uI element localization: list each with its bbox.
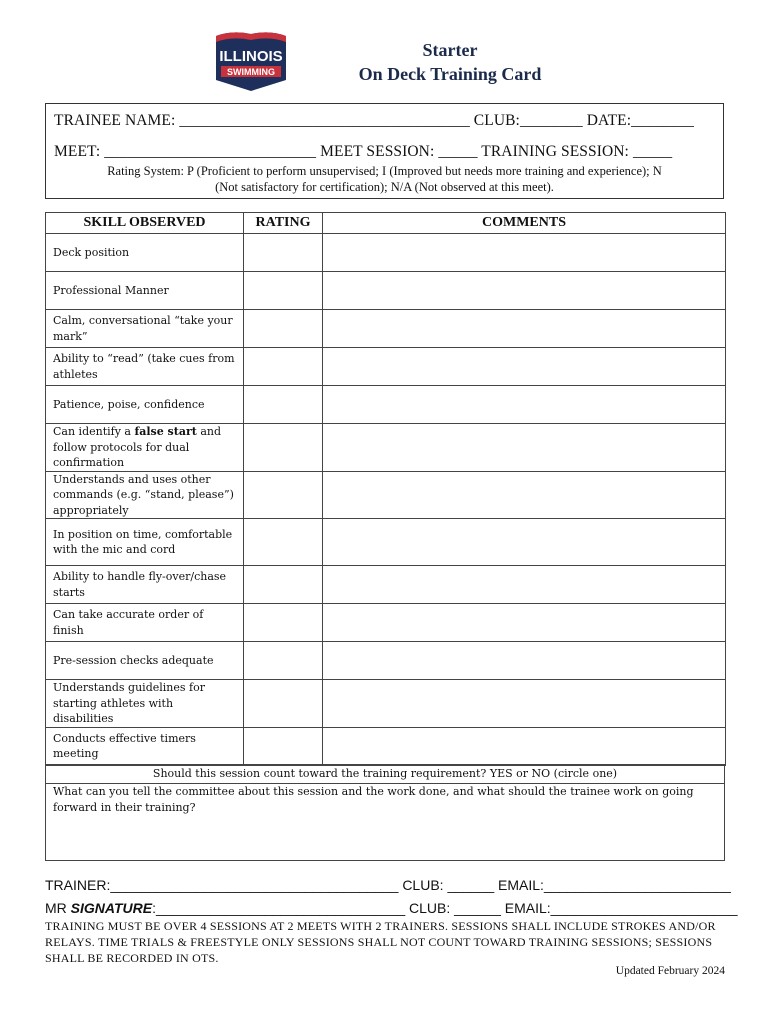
rating-cell[interactable]	[244, 272, 323, 310]
skills-table	[45, 212, 726, 766]
rating-cell[interactable]	[244, 519, 323, 566]
skill-cell: Ability to handle fly-over/chase starts	[46, 566, 244, 604]
skill-cell: Understands and uses other commands (e.g. “stand, please”) appropriately	[46, 471, 244, 519]
rating-cell[interactable]	[244, 386, 323, 424]
skill-cell: Patience, poise, confidence	[46, 386, 244, 424]
header-rating: RATING	[244, 213, 323, 234]
skill-cell: Can identify a false start and follow protocols for dual confirmation	[46, 424, 244, 472]
meet-session-line[interactable]: MEET: ___________________________ MEET SESSION: _____ TRAINING SESSION: _____	[54, 143, 673, 160]
updated-date: Updated February 2024	[615, 965, 725, 977]
table-row	[46, 348, 726, 386]
comments-cell[interactable]	[323, 272, 726, 310]
comments-cell[interactable]	[323, 471, 726, 519]
skill-cell: Conducts effective timers meeting	[46, 727, 244, 765]
session-questions-box	[45, 764, 725, 861]
table-row	[46, 642, 726, 680]
skill-cell: Calm, conversational “take your mark”	[46, 310, 244, 348]
rating-cell[interactable]	[244, 234, 323, 272]
comments-cell[interactable]	[323, 727, 726, 765]
rating-cell[interactable]	[244, 642, 323, 680]
table-row	[46, 519, 726, 566]
table-row	[46, 566, 726, 604]
rating-cell[interactable]	[244, 566, 323, 604]
trainer-line[interactable]: TRAINER:_____________________________________ CLUB: ______ EMAIL:________________________	[45, 877, 731, 893]
table-row	[46, 386, 726, 424]
table-row	[46, 680, 726, 728]
table-row	[46, 424, 726, 472]
table-header-row	[46, 213, 726, 234]
rating-cell[interactable]	[244, 604, 323, 642]
table-row	[46, 310, 726, 348]
rating-cell[interactable]	[244, 727, 323, 765]
comments-cell[interactable]	[323, 234, 726, 272]
committee-question[interactable]: What can you tell the committee about this session and the work done, and what should the trainee work on going forward in their training?	[53, 785, 694, 814]
header-comments: COMMENTS	[323, 213, 726, 234]
rating-system-line-1: Rating System: P (Proficient to perform unsupervised; I (Improved but needs more training and experience); N	[107, 164, 662, 178]
comments-cell[interactable]	[323, 519, 726, 566]
comments-cell[interactable]	[323, 424, 726, 472]
mr-signature-fields: :________________________________ CLUB: ______ EMAIL:________________________	[152, 900, 738, 916]
rating-system-line-2: (Not satisfactory for certification); N/A (Not observed at this meet).	[215, 180, 554, 194]
table-row	[46, 604, 726, 642]
skill-cell: In position on time, comfortable with the mic and cord	[46, 519, 244, 566]
illinois-swimming-logo	[212, 30, 290, 92]
comments-cell[interactable]	[323, 566, 726, 604]
header-skill-observed: SKILL OBSERVED	[46, 213, 244, 234]
rating-cell[interactable]	[244, 348, 323, 386]
false-start-emphasis: false start	[134, 425, 197, 438]
skill-cell: Understands guidelines for starting athletes with disabilities	[46, 680, 244, 728]
logo-text-illinois: ILLINOIS	[219, 48, 283, 65]
mr-prefix: MR	[45, 900, 71, 916]
skill-cell: Pre-session checks adequate	[46, 642, 244, 680]
table-row	[46, 471, 726, 519]
comments-cell[interactable]	[323, 310, 726, 348]
skill-cell: Professional Manner	[46, 272, 244, 310]
table-row	[46, 272, 726, 310]
trainee-info-box	[45, 103, 724, 199]
logo-text-swimming: SWIMMING	[227, 67, 275, 77]
signature-label: SIGNATURE	[70, 900, 153, 916]
count-session-question[interactable]: Should this session count toward the training requirement? YES or NO (circle one)	[46, 765, 724, 784]
comments-cell[interactable]	[323, 642, 726, 680]
card-title	[330, 38, 570, 86]
skill-cell: Deck position	[46, 234, 244, 272]
trainee-club-date-line[interactable]: TRAINEE NAME: _____________________________________ CLUB:________ DATE:________	[54, 112, 694, 129]
rating-cell[interactable]	[244, 680, 323, 728]
title-line-1: Starter	[422, 40, 478, 60]
table-row	[46, 234, 726, 272]
skill-cell: Can take accurate order of finish	[46, 604, 244, 642]
skill-cell: Ability to “read” (take cues from athletes	[46, 348, 244, 386]
training-requirements-note: TRAINING MUST BE OVER 4 SESSIONS AT 2 MEETS WITH 2 TRAINERS. SESSIONS SHALL INCLUDE STROKES AND/OR RELAYS. TIME TRIALS & FREESTYLE ONLY SESSIONS SHALL NOT COUNT TOWARD TRAINING SESSIONS; SESSIONS SHALL BE RECORDED IN OTS.	[45, 919, 716, 965]
rating-cell[interactable]	[244, 471, 323, 519]
comments-cell[interactable]	[323, 680, 726, 728]
comments-cell[interactable]	[323, 604, 726, 642]
comments-cell[interactable]	[323, 386, 726, 424]
table-row	[46, 727, 726, 765]
mr-signature-line[interactable]	[45, 900, 738, 916]
rating-cell[interactable]	[244, 310, 323, 348]
comments-cell[interactable]	[323, 348, 726, 386]
title-line-2: On Deck Training Card	[358, 64, 542, 84]
rating-cell[interactable]	[244, 424, 323, 472]
